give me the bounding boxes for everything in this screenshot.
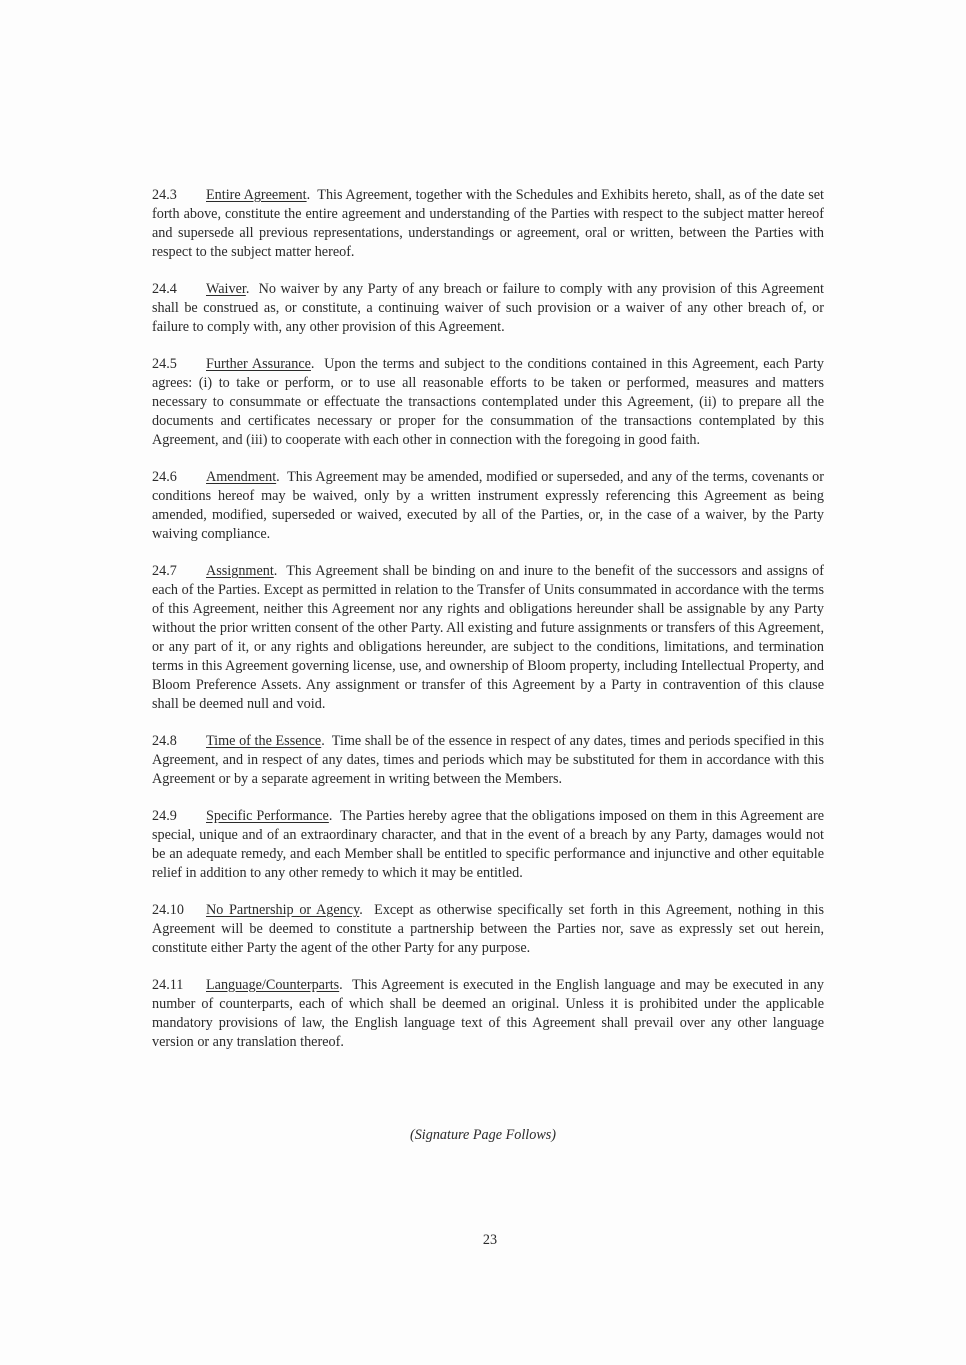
signature-page-note: (Signature Page Follows) bbox=[409, 1127, 557, 1143]
clause-24-5: 24.5 Further Assurance. Upon the terms and subject to the conditions contained in this Agreement, each Party agrees: (i) to take or perform, or to use all reasonable efforts to be taken or performed, measures and matters necessary to consummate or effectuate the transactions contemplated under this Agreement, (ii) to prepare all the documents and certificates necessary or proper for the consummation of the transactions contemplated by this Agreement, and (iii) to cooperate with each other in connection with the foregoing in good faith. bbox=[152, 356, 825, 448]
clause-number: 24.11 bbox=[152, 977, 184, 993]
clause-heading: No Partnership or Agency bbox=[206, 902, 360, 918]
clause-heading: Entire Agreement bbox=[206, 187, 307, 203]
clause-number: 24.8 bbox=[152, 733, 177, 749]
clause-heading: Language/Counterparts bbox=[206, 977, 340, 993]
clause-heading: Waiver bbox=[206, 281, 246, 297]
clauses-section bbox=[152, 186, 824, 1070]
page-number: 23 bbox=[482, 1232, 498, 1248]
clause-text: Time shall be of the essence in respect of any dates, times and periods specified in this Agreement, and in respect of any dates, times and periods which may be substituted for them in accordance with this Agreement or by a separate agreement in writing between the Members. bbox=[152, 733, 825, 787]
clause-heading: Time of the Essence bbox=[206, 733, 322, 749]
clause-number: 24.9 bbox=[152, 808, 177, 824]
clause-24-8: 24.8 Time of the Essence. Time shall be of the essence in respect of any dates, times and periods specified in this Agreement, and in respect of any dates, times and periods which may be substituted for them in accordance with this Agreement or by a separate agreement in writing between the Members. bbox=[152, 733, 825, 787]
clause-heading: Specific Performance bbox=[206, 808, 329, 824]
clause-text: No waiver by any Party of any breach or failure to comply with any provision of this Agreement shall be construed as, or constitute, a continuing waiver of such provision or a waiver of any other breach of, or failure to comply with, any other provision of this Agreement. bbox=[152, 281, 824, 335]
clause-24-6: 24.6 Amendment. This Agreement may be amended, modified or superseded, and any of the terms, covenants or conditions hereof may be waived, only by a written instrument expressly referencing this Agreement as being amended, modified, superseded or waived, executed by all of the Parties, or, in the case of a waiver, by the Party waiving compliance. bbox=[152, 469, 824, 542]
clause-text: Upon the terms and subject to the conditions contained in this Agreement, each Party agrees: (i) to take or perform, or to use all reasonable efforts to be taken or performed, measures and matters necessary to consummate or effectuate the transactions contemplated under this Agreement, (ii) to prepare all the documents and certificates necessary or proper for the consummation of the transactions contemplated by this Agreement, and (iii) to cooperate with each other in connection with the foregoing in good faith. bbox=[152, 356, 825, 448]
clause-text: The Parties hereby agree that the obligations imposed on them in this Agreement are special, unique and of an extraordinary character, and that in the event of a breach by any Party, damages would not be an adequate remedy, and each Member shall be entitled to specific performance and injunctive and other equitable relief in addition to any other remedy to which it may be entitled. bbox=[152, 808, 824, 881]
clause-heading: Further Assurance bbox=[206, 356, 311, 372]
clause-text: This Agreement is executed in the English language and may be executed in any number of counterparts, each of which shall be deemed an original. Unless it is prohibited under the applicable mandatory provisions of law, the English language text of this Agreement shall prevail over any other language version or any translation thereof. bbox=[152, 977, 824, 1050]
clause-24-10: 24.10 No Partnership or Agency. Except as otherwise specifically set forth in this Agreement, nothing in this Agreement will be deemed to constitute a partnership between the Parties nor, save as expressly set out herein, constitute either Party the agent of the other Party for any purpose. bbox=[152, 902, 824, 956]
clause-number: 24.5 bbox=[152, 356, 177, 372]
clause-text: This Agreement may be amended, modified or superseded, and any of the terms, covenants or conditions hereof may be waived, only by a written instrument expressly referencing this Agreement as being amended, modified, superseded or waived, executed by all of the Parties, or, in the case of a waiver, by the Party waiving compliance. bbox=[152, 469, 824, 542]
clause-number: 24.10 bbox=[152, 902, 184, 918]
clause-text: Except as otherwise specifically set forth in this Agreement, nothing in this Agreement will be deemed to constitute a partnership between the Parties nor, save as expressly set out herein, constitute either Party the agent of the other Party for any purpose. bbox=[152, 902, 824, 956]
clause-heading: Amendment bbox=[206, 469, 277, 485]
clause-text: This Agreement, together with the Schedules and Exhibits hereto, shall, as of the date set forth above, constitute the entire agreement and understanding of the Parties with respect to the subject matter hereof and supersede all previous representations, understandings or agreement, oral or written, between the Parties with respect to the subject matter hereof. bbox=[152, 187, 824, 260]
clause-24-4: 24.4 Waiver. No waiver by any Party of any breach or failure to comply with any provision of this Agreement shall be construed as, or constitute, a continuing waiver of such provision or a waiver of any other breach of, or failure to comply with, any other provision of this Agreement. bbox=[152, 281, 824, 335]
clause-number: 24.3 bbox=[152, 187, 177, 203]
clause-number: 24.6 bbox=[152, 469, 177, 485]
clause-24-11: 24.11 Language/Counterparts. This Agreement is executed in the English language and may be executed in any number of counterparts, each of which shall be deemed an original. Unless it is prohibited under the applicable mandatory provisions of law, the English language text of this Agreement shall prevail over any other language version or any translation thereof. bbox=[152, 977, 824, 1050]
clause-24-7: 24.7 Assignment. This Agreement shall be binding on and inure to the benefit of the successors and assigns of each of the Parties. Except as permitted in relation to the Transfer of Units consummated in accordance with the terms of this Agreement, neither this Agreement nor any rights and obligations hereunder shall be assignable by any Party without the prior written consent of the other Party. All existing and future assignments or transfers of this Agreement, or any part of it, or any rights and obligations hereunder, are subject to the conditions, limitations, and termination terms in this Agreement governing license, use, and ownership of Bloom property, including Intellectual Property, and Bloom Preference Assets. Any assignment or transfer of this Agreement by a Party in contravention of this clause shall be deemed null and void. bbox=[152, 563, 824, 712]
clause-number: 24.4 bbox=[152, 281, 177, 297]
clause-24-3: 24.3 Entire Agreement. This Agreement, together with the Schedules and Exhibits hereto, shall, as of the date set forth above, constitute the entire agreement and understanding of the Parties with respect to the subject matter hereof and supersede all previous representations, understandings or agreement, oral or written, between the Parties with respect to the subject matter hereof. bbox=[152, 187, 824, 260]
clause-24-9: 24.9 Specific Performance. The Parties hereby agree that the obligations imposed on them in this Agreement are special, unique and of an extraordinary character, and that in the event of a breach by any Party, damages would not be an adequate remedy, and each Member shall be entitled to specific performance and injunctive and other equitable relief in addition to any other remedy to which it may be entitled. bbox=[152, 808, 824, 881]
clause-heading: Assignment bbox=[206, 563, 274, 579]
clause-text: This Agreement shall be binding on and inure to the benefit of the successors and assigns of each of the Parties. Except as permitted in relation to the Transfer of Units consummated in accordance with the terms of this Agreement, neither this Agreement nor any rights and obligations hereunder shall be assignable by any Party without the prior written consent of the other Party. All existing and future assignments or transfers of this Agreement, or any part of it, or any rights and obligations hereunder, are subject to the conditions, limitations, and termination terms in this Agreement governing license, use, and ownership of Bloom property, including Intellectual Property, and Bloom Preference Assets. Any assignment or transfer of this Agreement by a Party in contravention of this clause shall be deemed null and void. bbox=[152, 563, 824, 712]
clause-number: 24.7 bbox=[152, 563, 177, 579]
